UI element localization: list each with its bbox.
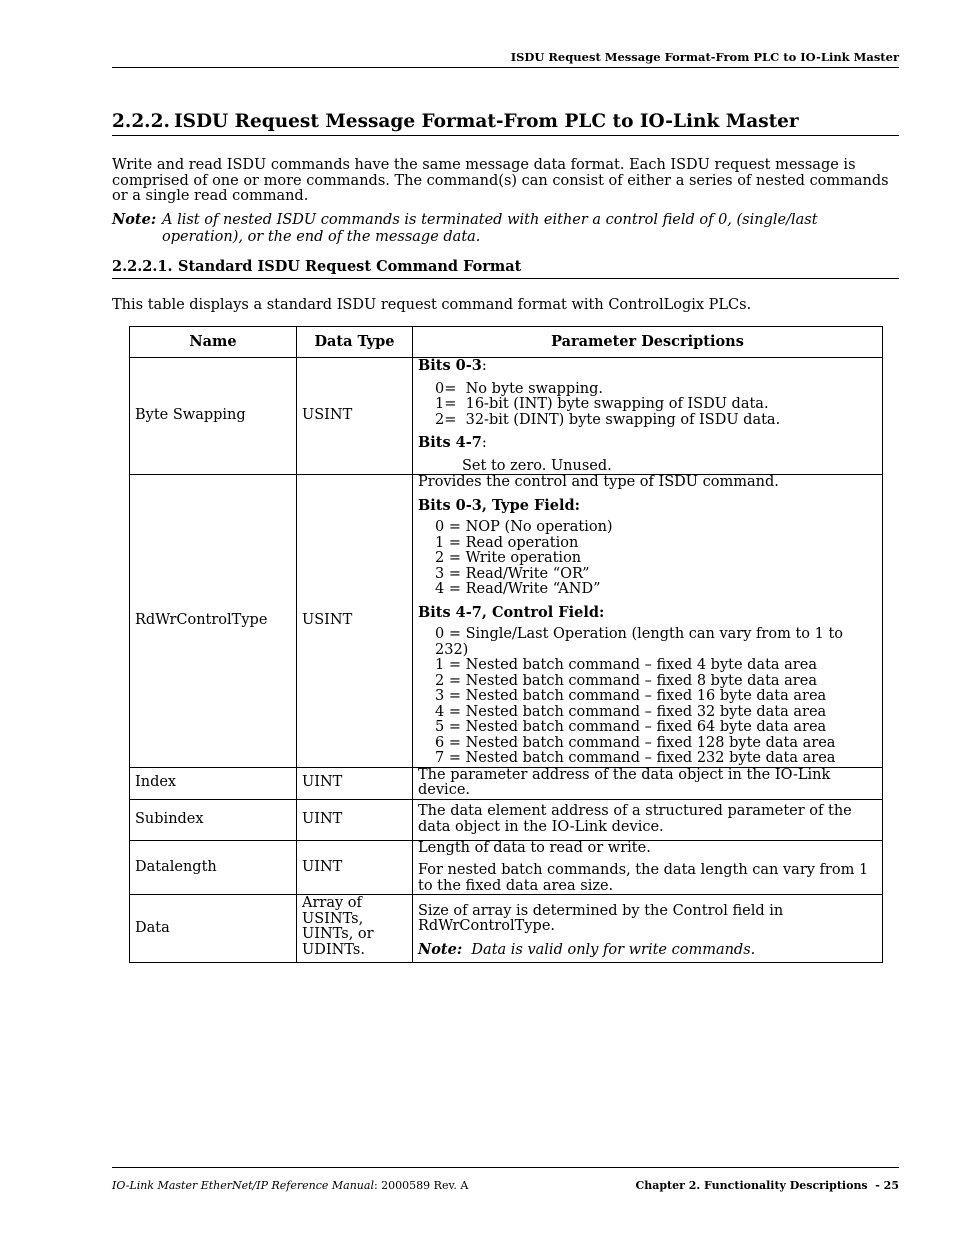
cell-desc: The parameter address of the data object in the IO-Link device.	[413, 767, 883, 799]
list-item: 3 = Read/Write “OR”	[435, 565, 590, 582]
cell-name: RdWrControlType	[130, 475, 297, 768]
data-note-text: Data is valid only for write commands.	[471, 941, 756, 958]
list-item: 2= 32-bit (DINT) byte swapping of ISDU data.	[435, 411, 781, 428]
cell-type	[297, 895, 413, 963]
list-item: 2 = Write operation	[435, 550, 582, 566]
cell-type: USINT	[297, 358, 413, 475]
list-item: 4 = Read/Write “AND”	[435, 581, 601, 597]
type-field-label: Bits 0-3, Type Field:	[418, 496, 581, 514]
list-item: 0= No byte swapping.	[435, 380, 604, 397]
running-header: ISDU Request Message Format-From PLC to IO-Link Master	[510, 50, 899, 64]
note	[112, 212, 899, 245]
section-title	[112, 111, 899, 136]
note-label: Note:	[112, 211, 157, 228]
header-data-type: Data Type	[297, 327, 413, 358]
data-note	[418, 942, 877, 959]
cell-desc	[413, 475, 883, 768]
data-note-label: Note:	[418, 940, 463, 958]
subsection-title	[112, 258, 899, 279]
data-desc: Size of array is determined by the Control field in RdWrControlType.	[418, 902, 784, 935]
intro-paragraph: Write and read ISDU commands have the same message data format. Each ISDU request message is comprised of one or more commands. The command(s) can consist of either a series of nested commands or a single read command.	[112, 157, 889, 204]
cell-type: USINT	[297, 475, 413, 768]
datalength-desc-2: For nested batch commands, the data length can vary from 1 to the fixed data area size.	[418, 862, 869, 894]
bits47-colon: :	[481, 435, 487, 451]
table-row-subindex	[130, 799, 883, 840]
header-rule	[112, 67, 899, 68]
isdu-request-table	[129, 326, 883, 963]
table-row-byte-swapping	[130, 358, 883, 475]
footer-manual-rev: : 2000589 Rev. A	[373, 1179, 469, 1192]
section-title-text: ISDU Request Message Format-From PLC to IO-Link Master	[174, 111, 799, 132]
type-line: UDINTs.	[302, 941, 365, 958]
list-item: 5 = Nested batch command – fixed 64 byte data area	[435, 719, 827, 735]
table-header-row	[130, 327, 883, 358]
control-field-label: Bits 4-7, Control Field:	[418, 603, 605, 621]
cell-name: Datalength	[130, 840, 297, 895]
list-item: 1 = Read operation	[435, 534, 579, 551]
cell-desc	[413, 840, 883, 895]
cell-desc: The data element address of a structured parameter of the data object in the IO-Link device.	[413, 799, 883, 840]
cell-name: Index	[130, 767, 297, 799]
cell-name: Subindex	[130, 799, 297, 840]
bits47-text: Set to zero. Unused.	[462, 457, 612, 474]
cell-type: UINT	[297, 767, 413, 799]
cell-type: UINT	[297, 799, 413, 840]
table-row-datalength	[130, 840, 883, 895]
cell-desc	[413, 895, 883, 963]
header-parameter-descriptions: Parameter Descriptions	[413, 327, 883, 358]
type-line: Array of	[302, 895, 362, 911]
type-field-list	[418, 520, 877, 598]
header-name: Name	[130, 327, 297, 358]
table-row-data	[130, 895, 883, 963]
subsection-number: 2.2.2.1.	[112, 258, 173, 275]
rdwr-intro: Provides the control and type of ISDU command.	[418, 474, 779, 490]
section-number: 2.2.2.	[112, 111, 170, 132]
list-item: 0 = Single/Last Operation (length can vary from to 1 to 232)	[435, 626, 844, 658]
list-item: 7 = Nested batch command – fixed 232 byte data area	[435, 750, 836, 766]
footer-manual	[112, 1179, 468, 1192]
list-item: 4 = Nested batch command – fixed 32 byte data area	[435, 703, 827, 720]
cell-desc	[413, 358, 883, 475]
list-item: 0 = NOP (No operation)	[435, 519, 613, 535]
datalength-desc-1: Length of data to read or write.	[418, 839, 651, 856]
list-item: 6 = Nested batch command – fixed 128 byte data area	[435, 734, 836, 751]
bits03-list	[418, 382, 877, 429]
footer-chapter: Chapter 2. Functionality Descriptions - 25	[635, 1179, 899, 1192]
control-field-list	[418, 627, 877, 767]
table-row-rdwrcontroltype	[130, 475, 883, 768]
bits03-label: Bits 0-3	[418, 357, 482, 374]
list-item: 2 = Nested batch command – fixed 8 byte data area	[435, 672, 817, 689]
table-lead-text: This table displays a standard ISDU request command format with ControlLogix PLCs.	[112, 297, 752, 313]
cell-name: Byte Swapping	[130, 358, 297, 475]
type-line: UINTs, or	[302, 926, 374, 942]
bits03-colon: :	[481, 358, 487, 374]
bits03-line	[418, 358, 877, 375]
bits47-label: Bits 4-7	[418, 434, 482, 451]
note-text: A list of nested ISDU commands is terminated with either a control field of 0, (single/last operation), or the end of the message data.	[162, 212, 818, 245]
list-item: 1 = Nested batch command – fixed 4 byte data area	[435, 657, 817, 673]
footer-manual-title: IO-Link Master EtherNet/IP Reference Manual	[112, 1179, 374, 1192]
type-line: USINTs,	[302, 910, 364, 927]
bits47-line	[418, 435, 877, 452]
subsection-title-text: Standard ISDU Request Command Format	[178, 258, 522, 275]
list-item: 1= 16-bit (INT) byte swapping of ISDU data.	[435, 396, 769, 412]
list-item: 3 = Nested batch command – fixed 16 byte data area	[435, 688, 827, 704]
footer-rule	[112, 1167, 899, 1168]
cell-name: Data	[130, 895, 297, 963]
table-row-index	[130, 767, 883, 799]
cell-type: UINT	[297, 840, 413, 895]
